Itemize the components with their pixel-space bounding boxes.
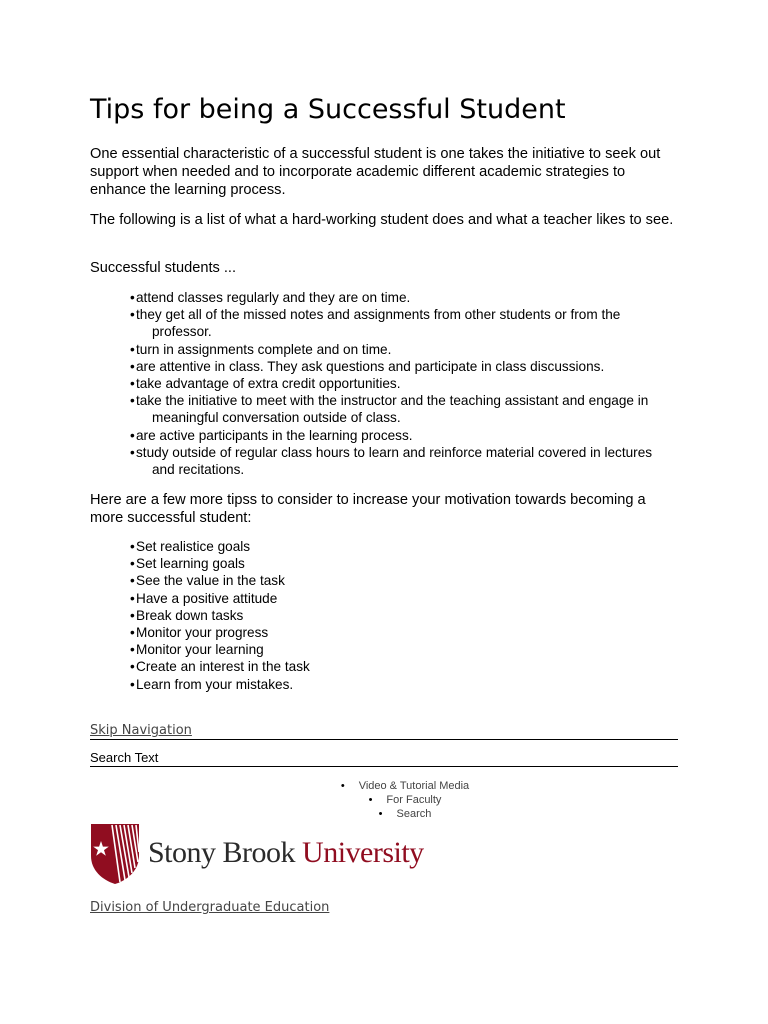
intro-paragraph: One essential characteristic of a successful student is one takes the initiative to seek out support when needed and to incorporate academic different academic strategies to enhance the learning process.	[90, 146, 661, 198]
menu-item-search[interactable]: • Search	[378, 808, 432, 820]
list-item: Set learning goals	[136, 556, 245, 572]
bullet-icon: •	[340, 780, 345, 792]
list-item: Create an interest in the task	[136, 659, 310, 675]
menu-item-video-tutorial-media[interactable]: • Video & Tutorial Media	[340, 780, 470, 792]
list-item: take the initiative to meet with the instructor and the teaching assistant and engage in meaningful conversation outside of class.	[136, 393, 649, 426]
bullet-icon: •	[378, 808, 383, 820]
bullet-icon: •	[368, 794, 373, 806]
list-item: Break down tasks	[136, 607, 244, 623]
list-item: Have a positive attitude	[136, 590, 278, 606]
page-title: Tips for being a Successful Student	[90, 94, 566, 125]
division-undergraduate-education-link[interactable]: Division of Undergraduate Education	[90, 900, 330, 915]
list-item: Set realistice goals	[136, 539, 251, 554]
more-tips-paragraph: Here are a few more tipss to consider to increase your motivation towards becoming a more successful student:	[90, 492, 646, 526]
shield-star-icon	[90, 822, 140, 886]
list-item: are active participants in the learning process.	[136, 427, 413, 443]
successful-students-list	[130, 289, 670, 478]
list-item: turn in assignments complete and on time.	[136, 341, 392, 357]
footer-menu	[90, 779, 720, 821]
list-item: Learn from your mistakes.	[136, 676, 294, 692]
stony-brook-logo[interactable]	[90, 822, 430, 886]
list-item: Monitor your learning	[136, 642, 264, 658]
list-item: Monitor your progress	[136, 625, 269, 641]
skip-navigation-link[interactable]: Skip Navigation	[90, 722, 678, 740]
list-intro-paragraph: The following is a list of what a hard-working student does and what a teacher likes to see.	[90, 212, 674, 228]
more-tips-list	[130, 538, 670, 693]
list-item: study outside of regular class hours to learn and reinforce material covered in lectures and recitations.	[136, 444, 653, 478]
logo-wordmark: Stony Brook University	[148, 836, 424, 869]
list-item: attend classes regularly and they are on time.	[136, 290, 411, 305]
list-item: they get all of the missed notes and assignments from other students or from the professor.	[136, 307, 621, 340]
search-text-field[interactable]: Search Text	[90, 750, 678, 767]
list-item: take advantage of extra credit opportunities.	[136, 376, 401, 392]
successful-students-label: Successful students ...	[90, 260, 237, 276]
list-item: See the value in the task	[136, 573, 285, 589]
menu-item-for-faculty[interactable]: • For Faculty	[368, 794, 442, 806]
list-item: are attentive in class. They ask questions and participate in class discussions.	[136, 358, 605, 374]
